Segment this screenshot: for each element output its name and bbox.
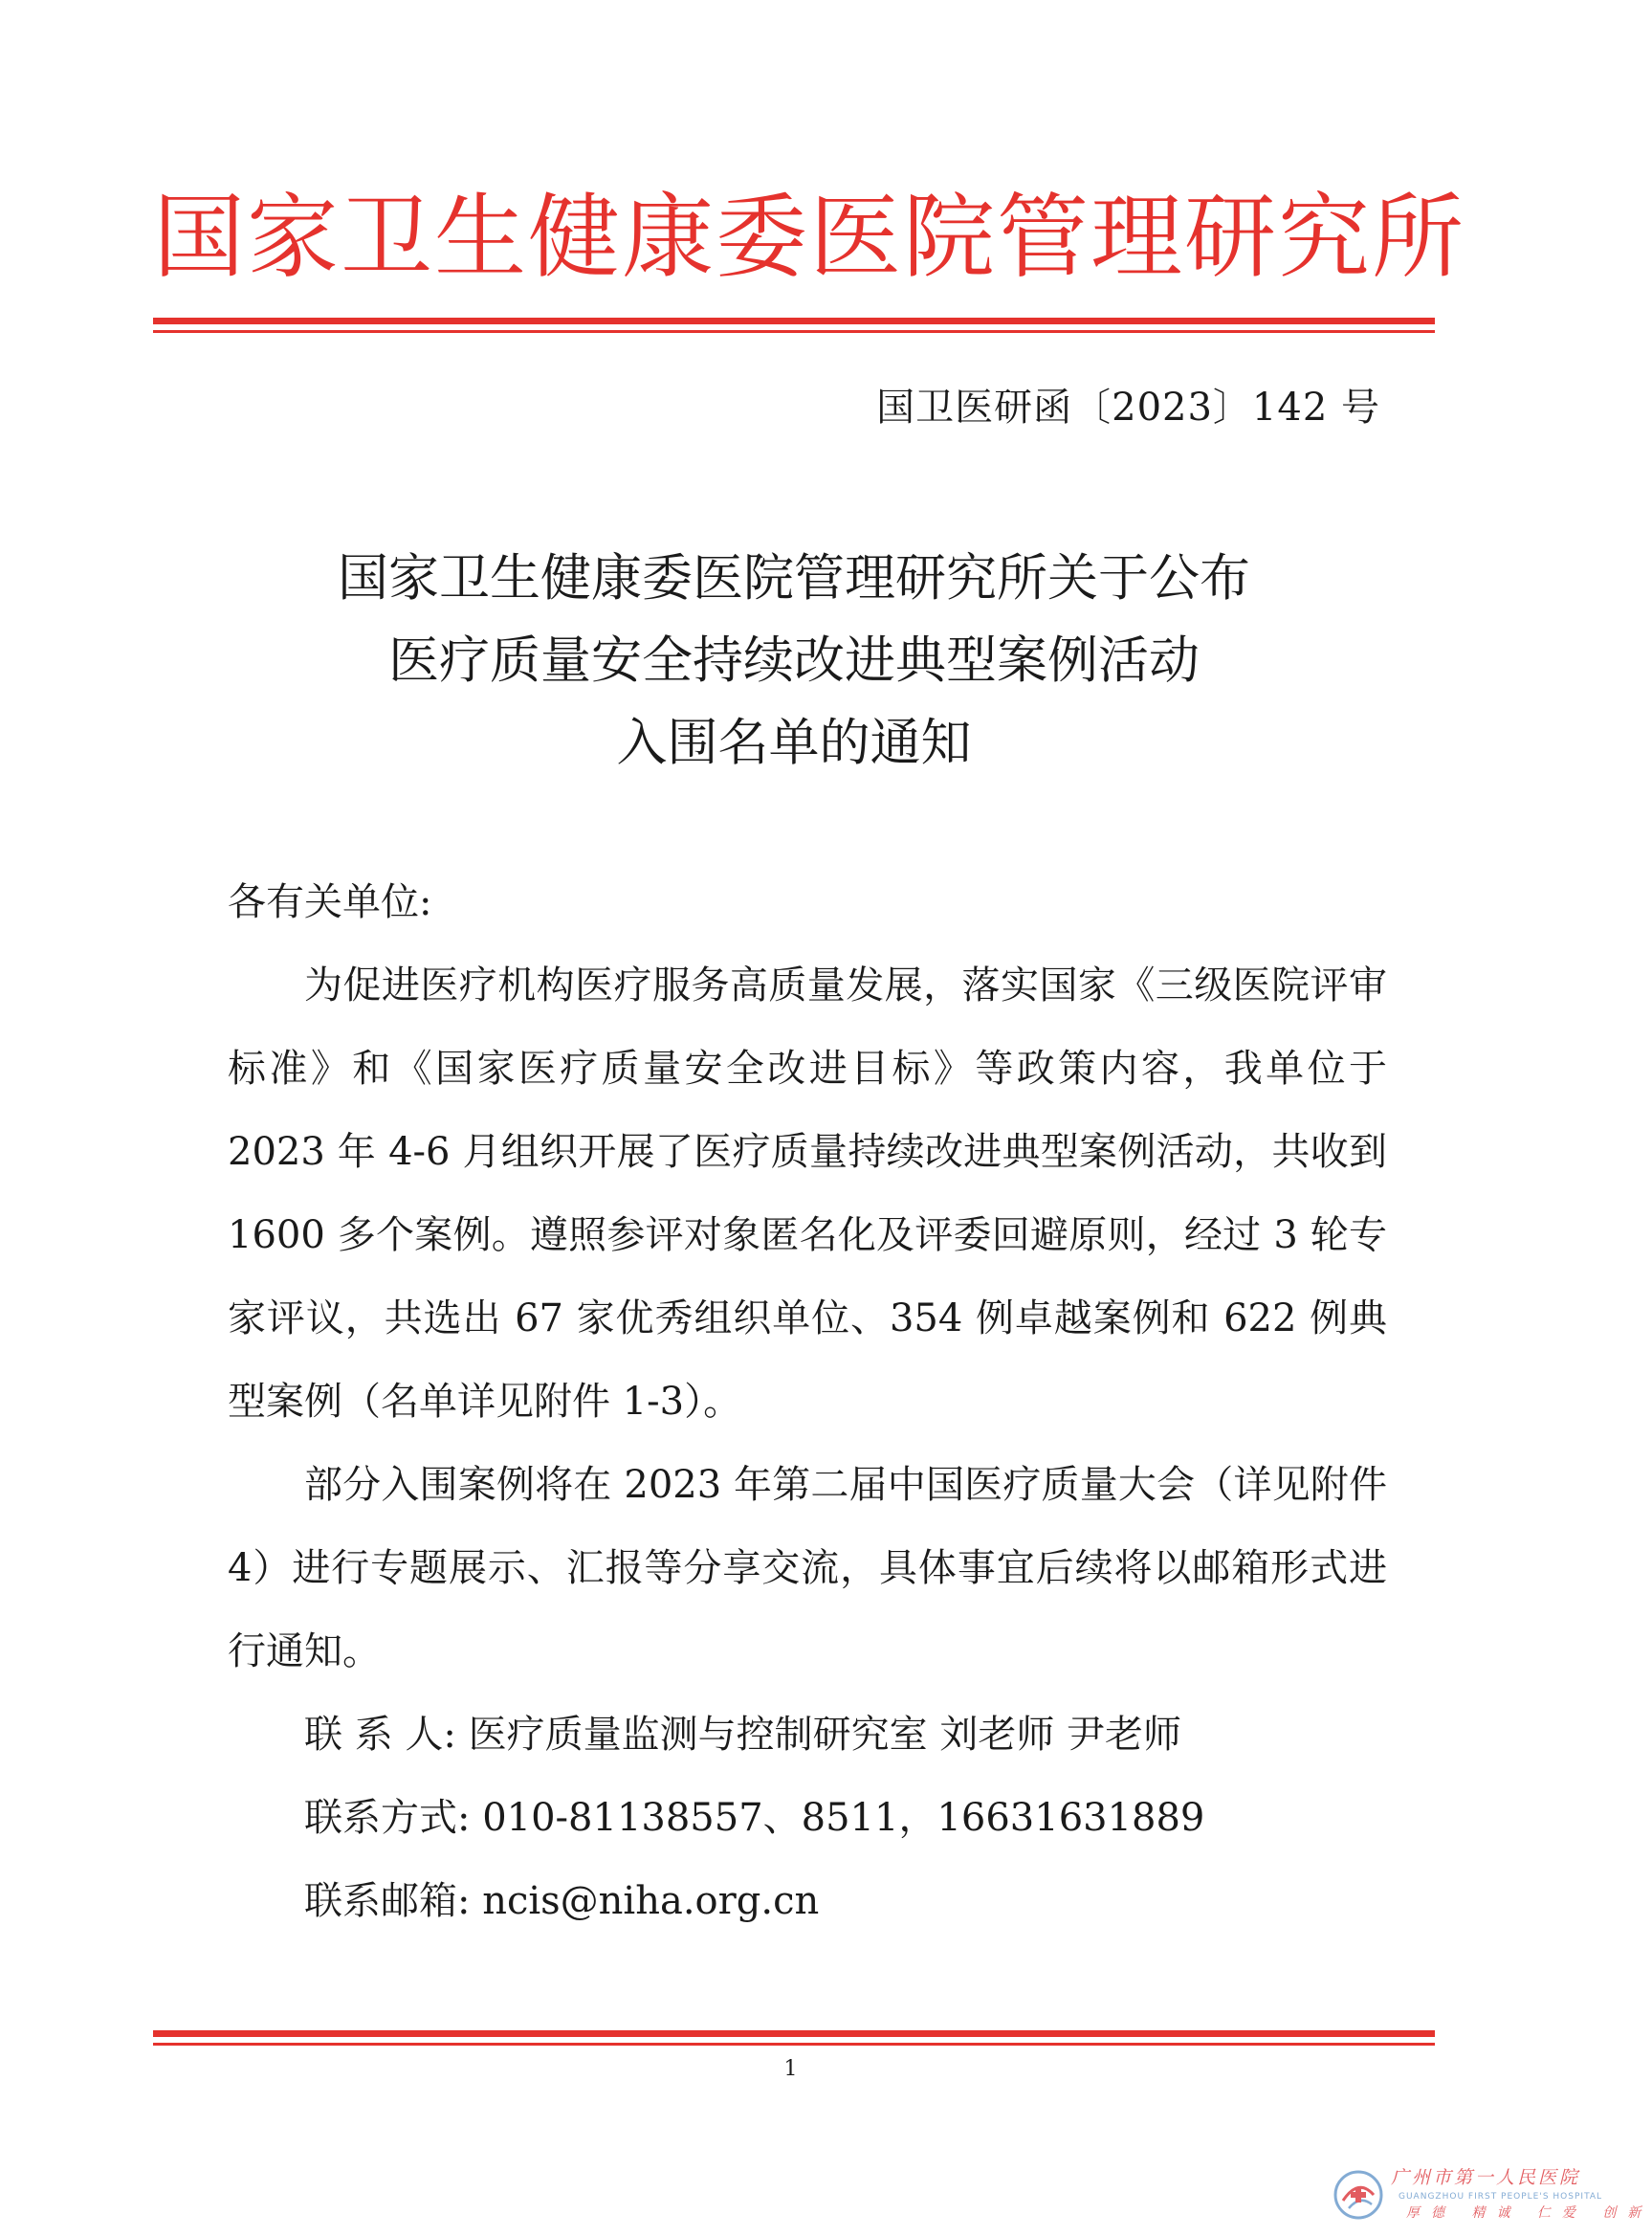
salutation: 各有关单位: xyxy=(228,880,432,924)
contact-person: 联 系 人: 医疗质量监测与控制研究室 刘老师 尹老师 xyxy=(304,1713,1182,1757)
contact-phone: 联系方式: 010-81138557、8511，16631631889 xyxy=(304,1796,1205,1840)
document-body xyxy=(228,861,1387,1943)
title-line: 医疗质量安全持续改进典型案例活动 xyxy=(388,631,1200,690)
hospital-logo-icon xyxy=(1330,2166,1387,2224)
letterhead-rule-thick xyxy=(153,318,1435,324)
footer-rule-thin xyxy=(153,2043,1435,2046)
watermark-motto: 厚德 精诚 仁爱 创新 xyxy=(1406,2205,1652,2221)
page-number: 1 xyxy=(783,2057,798,2081)
letterhead-rule-thin xyxy=(153,330,1435,333)
title-line: 入围名单的通知 xyxy=(616,714,972,772)
title-line: 国家卫生健康委医院管理研究所关于公布 xyxy=(338,549,1250,608)
watermark-hospital-name: 广州市第一人民医院 xyxy=(1391,2167,1581,2188)
document-title xyxy=(153,538,1435,785)
letterhead-org-name: 国家卫生健康委医院管理研究所 xyxy=(153,184,1465,291)
hospital-watermark xyxy=(1330,2162,1652,2229)
body-paragraph: 为促进医疗机构医疗服务高质量发展，落实国家《三级医院评审标准》和《国家医疗质量安全改进目标》等政策内容，我单位于 2023 年 4-6 月组织开展了医疗质量持续改进典型案例活动，共收到 1600 多个案例。遵照参评对象匿名化及评委回避原则，经过 3 轮专家评议，共选出 67 家优秀组织单位、354 例卓越案例和 622 例典型案例（名单详见附件 1-3）。 xyxy=(228,963,1387,1424)
body-paragraph: 部分入围案例将在 2023 年第二届中国医疗质量大会（详见附件 4）进行专题展示、汇报等分享交流，具体事宜后续将以邮箱形式进行通知。 xyxy=(228,1463,1387,1673)
watermark-hospital-name-en: GUANGZHOU FIRST PEOPLE'S HOSPITAL xyxy=(1399,2192,1603,2202)
footer-rule-thick xyxy=(153,2030,1435,2037)
contact-email: 联系邮箱: ncis@niha.org.cn xyxy=(304,1879,820,1923)
document-number: 国卫医研函〔2023〕142 号 xyxy=(876,386,1380,430)
